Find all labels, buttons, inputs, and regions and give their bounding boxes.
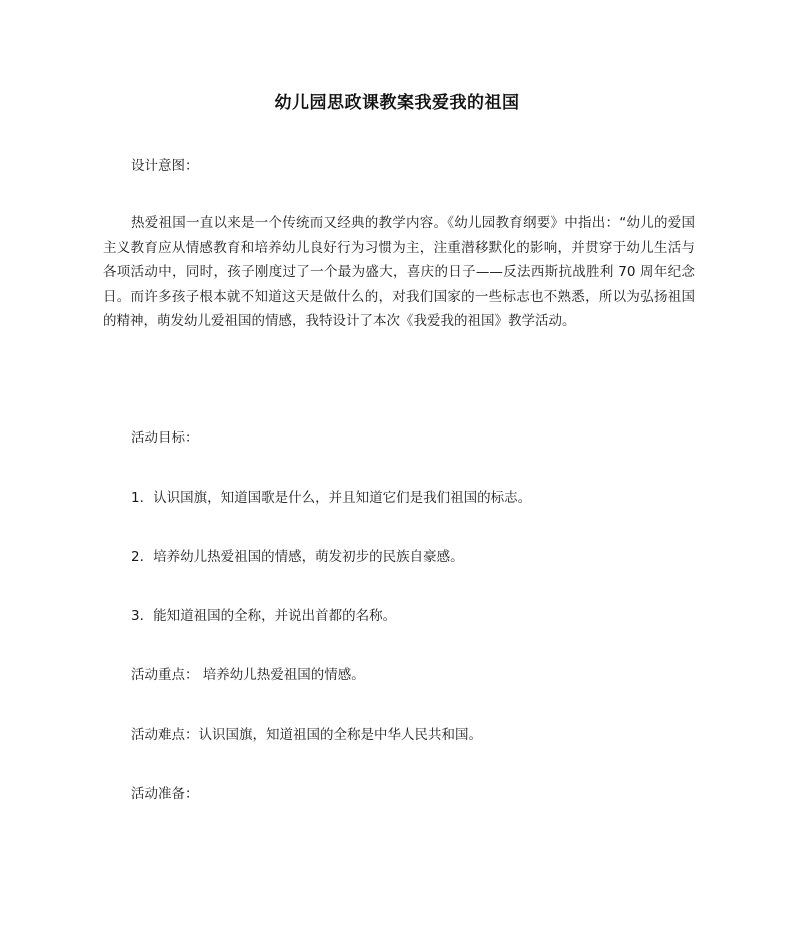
goal-item: 2．培养幼儿热爱祖国的情感，萌发初步的民族自豪感。 <box>131 549 464 565</box>
difficulty-text: 活动难点：认识国旗，知道祖国的全称是中华人民共和国。 <box>131 727 482 743</box>
design-intent-label: 设计意图： <box>131 158 199 174</box>
key-point-text: 活动重点： 培养幼儿热爱祖国的情感。 <box>131 667 365 683</box>
document-title: 幼儿园思政课教案我爱我的祖国 <box>274 93 520 113</box>
goal-item: 1．认识国旗，知道国歌是什么，并且知道它们是我们祖国的标志。 <box>131 490 532 506</box>
goals-label: 活动目标： <box>131 430 199 446</box>
goal-item: 3．能知道祖国的全称，并说出首都的名称。 <box>131 608 397 624</box>
design-intent-paragraph: 热爱祖国一直以来是一个传统而又经典的教学内容。《幼儿园教育纲要》中指出：“幼儿的爱国主义教育应从情感教育和培养幼儿良好行为习惯为主，注重潜移默化的影响，并贯穿于幼儿生活与各项活动中，同时，孩子刚度过了一个最为盛大，喜庆的日子——反法西斯抗战胜利 70 周年纪念日。而许多孩子根本就不知道这天是做什么的，对我们国家的一些标志也不熟悉，所以为弘扬祖国的精神，萌发幼儿爱祖国的情感，我特设计了本次《我爱我的祖国》教学活动。 <box>103 215 695 330</box>
preparation-label: 活动准备： <box>131 786 199 802</box>
